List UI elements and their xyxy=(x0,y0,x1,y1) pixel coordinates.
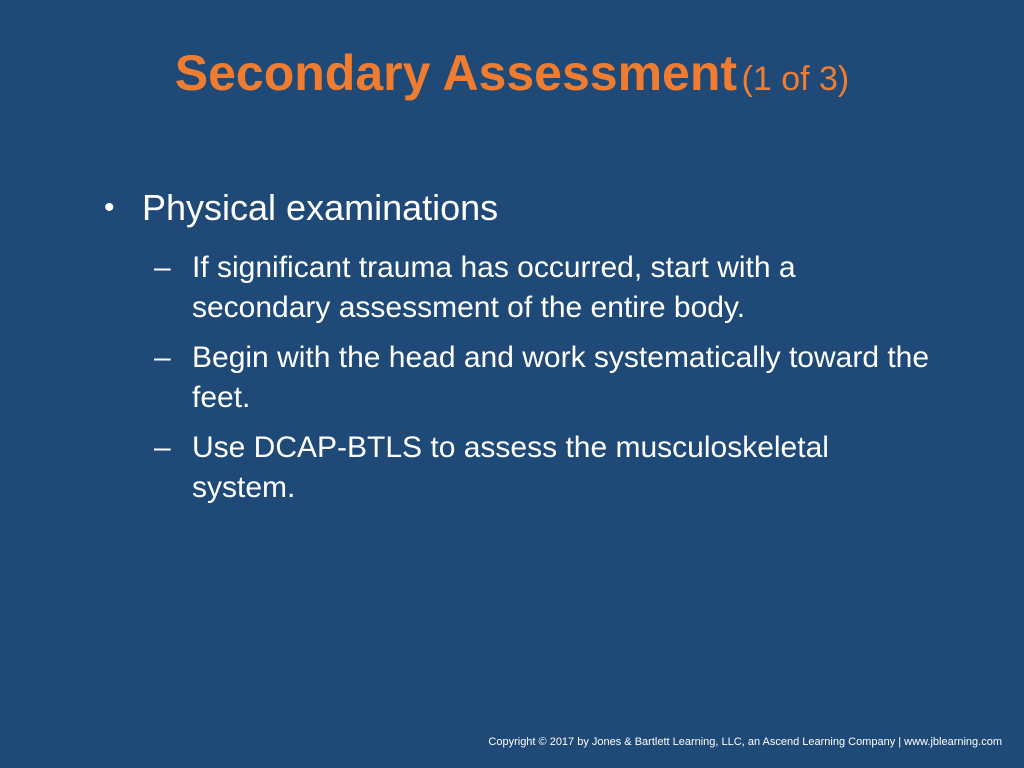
slide-title xyxy=(0,44,1024,102)
dash-icon: – xyxy=(154,251,171,284)
sub-bullet-list xyxy=(104,248,964,508)
sub-bullet-item xyxy=(154,428,964,508)
copyright-footer: Copyright © 2017 by Jones & Bartlett Learning, LLC, an Ascend Learning Company | www.jblearning.com xyxy=(488,736,1002,748)
bullet-text: Physical examinations xyxy=(142,187,499,228)
sub-bullet-item xyxy=(154,338,964,418)
title-subtitle: (1 of 3) xyxy=(741,60,850,98)
dash-icon: – xyxy=(154,431,171,464)
sub-bullet-text: Begin with the head and work systematically toward the feet. xyxy=(192,341,930,414)
title-main: Secondary Assessment xyxy=(174,45,738,101)
bullet-item xyxy=(104,186,964,230)
sub-bullet-text: Use DCAP-BTLS to assess the musculoskeletal system. xyxy=(192,431,829,504)
sub-bullet-item xyxy=(154,248,964,328)
slide-content xyxy=(104,186,964,518)
dash-icon: – xyxy=(154,341,171,374)
bullet-icon: • xyxy=(104,191,115,224)
sub-bullet-text: If significant trauma has occurred, start with a secondary assessment of the entire body. xyxy=(192,251,796,324)
